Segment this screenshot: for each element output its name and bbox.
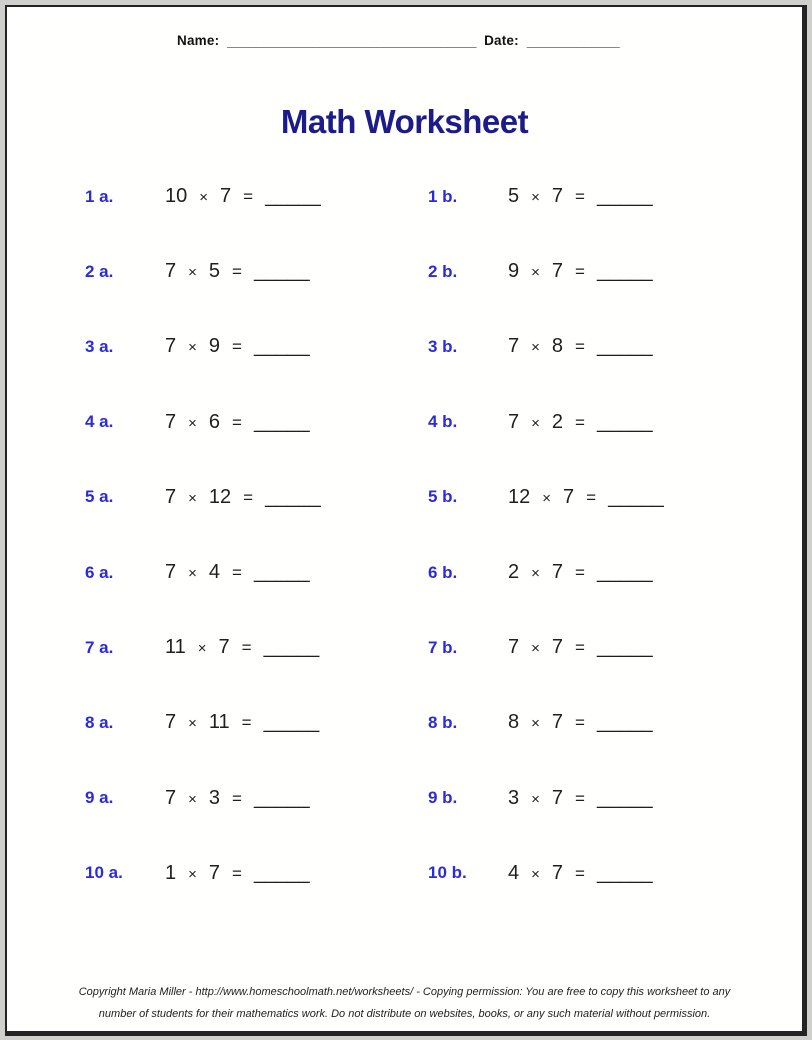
- multiplication-sign: ×: [531, 865, 540, 883]
- answer-blank: _____: [596, 861, 653, 884]
- problem-label: 4 b.: [428, 412, 458, 432]
- multiplication-sign: ×: [188, 339, 197, 357]
- equals-sign: =: [575, 563, 585, 583]
- operand-2: 7: [220, 185, 232, 208]
- problem-expression: [165, 335, 310, 358]
- operand-2: 5: [208, 260, 221, 283]
- operand-2: 7: [551, 861, 564, 884]
- problem-cell-a: [85, 185, 428, 208]
- answer-blank: _____: [596, 561, 653, 584]
- problem-label: 3 b.: [428, 336, 458, 356]
- problem-label: 8 a.: [85, 712, 114, 732]
- problem-expression: [508, 486, 664, 509]
- problem-label: 10 a.: [85, 863, 123, 883]
- problem-expression: [165, 561, 310, 584]
- answer-blank: _____: [253, 786, 310, 809]
- multiplication-sign: ×: [188, 790, 197, 808]
- problem-cell-b: [428, 862, 771, 885]
- multiplication-sign: ×: [531, 264, 540, 282]
- problem-expression: [508, 335, 653, 358]
- equals-sign: =: [586, 487, 597, 507]
- answer-blank: _____: [596, 636, 653, 659]
- problem-row: [85, 685, 802, 760]
- equals-sign: =: [232, 412, 242, 432]
- equals-sign: =: [575, 863, 585, 883]
- problem-expression: [508, 260, 653, 283]
- problem-cell-a: [85, 862, 428, 885]
- operand-1: 7: [165, 335, 177, 358]
- multiplication-sign: ×: [531, 189, 540, 207]
- problem-label: 2 b.: [428, 261, 458, 281]
- problem-label: 10 b.: [428, 863, 467, 883]
- problem-expression: [165, 411, 310, 434]
- problem-expression: [165, 711, 319, 734]
- operand-2: 7: [218, 636, 230, 659]
- operand-1: 7: [508, 335, 520, 358]
- operand-1: 10: [165, 185, 188, 208]
- problem-label: 5 a.: [85, 487, 114, 507]
- operand-2: 12: [208, 485, 232, 508]
- operand-1: 11: [165, 636, 186, 659]
- operand-1: 7: [508, 636, 520, 659]
- problem-row: [85, 460, 802, 535]
- multiplication-sign: ×: [531, 640, 540, 658]
- answer-blank: _____: [253, 861, 310, 884]
- problem-expression: [508, 411, 653, 434]
- answer-blank: _____: [253, 561, 310, 584]
- equals-sign: =: [575, 337, 585, 357]
- operand-1: 1: [165, 861, 177, 884]
- problem-cell-a: [85, 260, 428, 283]
- answer-blank: _____: [596, 335, 653, 358]
- equals-sign: =: [575, 713, 585, 733]
- operand-1: 7: [165, 410, 177, 433]
- problem-label: 8 b.: [428, 712, 458, 732]
- operand-2: 7: [551, 636, 564, 659]
- multiplication-sign: ×: [531, 339, 540, 357]
- problem-expression: [165, 486, 321, 509]
- operand-2: 7: [551, 786, 564, 809]
- problem-row: [85, 610, 802, 685]
- problem-row: [85, 234, 802, 309]
- problem-expression: [165, 636, 319, 659]
- problem-cell-b: [428, 260, 771, 283]
- problem-expression: [508, 185, 653, 208]
- problem-cell-a: [85, 787, 428, 810]
- multiplication-sign: ×: [531, 565, 540, 583]
- equals-sign: =: [575, 788, 585, 808]
- problems-grid: [85, 159, 802, 911]
- equals-sign: =: [575, 412, 585, 432]
- operand-1: 7: [165, 786, 177, 809]
- multiplication-sign: ×: [197, 640, 207, 658]
- problem-label: 6 a.: [85, 562, 114, 582]
- problem-cell-b: [428, 636, 771, 659]
- footer-line-2: number of students for their mathematics work. Do not distribute on websites, books, or any such material without permission.: [98, 1008, 711, 1020]
- operand-2: 2: [551, 410, 564, 433]
- operand-1: 7: [508, 410, 520, 433]
- equals-sign: =: [243, 187, 254, 207]
- operand-1: 4: [508, 861, 520, 884]
- problem-label: 3 a.: [85, 336, 114, 356]
- problem-label: 4 a.: [85, 412, 114, 432]
- problem-label: 7 a.: [85, 637, 114, 657]
- problem-expression: [508, 862, 653, 885]
- problem-label: 1 a.: [85, 186, 114, 206]
- problem-label: 6 b.: [428, 562, 458, 582]
- problem-row: [85, 535, 802, 610]
- problem-cell-a: [85, 561, 428, 584]
- answer-blank: _____: [253, 260, 310, 283]
- problem-cell-b: [428, 411, 771, 434]
- problem-row: [85, 309, 802, 384]
- operand-1: 7: [165, 260, 177, 283]
- operand-2: 7: [551, 711, 564, 734]
- problem-cell-b: [428, 561, 771, 584]
- equals-sign: =: [241, 638, 252, 658]
- operand-1: 5: [508, 185, 520, 208]
- multiplication-sign: ×: [188, 414, 197, 432]
- answer-blank: _____: [596, 786, 653, 809]
- problem-cell-a: [85, 636, 428, 659]
- equals-sign: =: [232, 262, 242, 282]
- problem-label: 9 b.: [428, 788, 458, 808]
- multiplication-sign: ×: [188, 715, 197, 733]
- problem-expression: [165, 185, 321, 208]
- equals-sign: =: [232, 337, 242, 357]
- problem-cell-a: [85, 711, 428, 734]
- problem-expression: [165, 862, 310, 885]
- equals-sign: =: [243, 487, 254, 507]
- problem-label: 1 b.: [428, 186, 458, 206]
- multiplication-sign: ×: [188, 865, 197, 883]
- operand-2: 7: [551, 185, 564, 208]
- operand-2: 11: [208, 711, 230, 734]
- answer-blank: _____: [253, 335, 310, 358]
- answer-blank: _____: [263, 636, 320, 659]
- operand-1: 3: [508, 786, 520, 809]
- problem-label: 5 b.: [428, 487, 458, 507]
- operand-2: 8: [551, 335, 564, 358]
- problem-row: [85, 159, 802, 234]
- equals-sign: =: [241, 713, 252, 733]
- problem-label: 9 a.: [85, 788, 114, 808]
- problem-cell-a: [85, 411, 428, 434]
- problem-cell-b: [428, 185, 771, 208]
- answer-blank: _____: [263, 711, 320, 734]
- problem-expression: [508, 636, 653, 659]
- multiplication-sign: ×: [199, 189, 209, 207]
- operand-2: 7: [563, 485, 575, 508]
- equals-sign: =: [575, 187, 585, 207]
- operand-2: 9: [208, 335, 221, 358]
- operand-1: 8: [508, 711, 520, 734]
- answer-blank: _____: [608, 485, 664, 508]
- problem-expression: [508, 561, 653, 584]
- answer-blank: _____: [596, 410, 653, 433]
- problem-expression: [508, 711, 653, 734]
- footer-copyright: [7, 981, 802, 1025]
- name-blank-line: ___________________________________: [227, 33, 477, 48]
- equals-sign: =: [232, 863, 242, 883]
- answer-blank: _____: [596, 260, 653, 283]
- problem-cell-b: [428, 486, 771, 509]
- problem-expression: [508, 787, 653, 810]
- problem-cell-a: [85, 335, 428, 358]
- date-blank-line: _____________: [526, 33, 620, 48]
- operand-1: 12: [508, 485, 531, 508]
- operand-2: 7: [551, 260, 564, 283]
- multiplication-sign: ×: [188, 489, 197, 507]
- multiplication-sign: ×: [542, 489, 552, 507]
- multiplication-sign: ×: [188, 264, 197, 282]
- operand-2: 7: [208, 861, 221, 884]
- answer-blank: _____: [253, 410, 310, 433]
- name-label: Name:: [177, 33, 220, 48]
- equals-sign: =: [575, 638, 585, 658]
- multiplication-sign: ×: [531, 715, 540, 733]
- multiplication-sign: ×: [188, 565, 197, 583]
- operand-1: 7: [165, 711, 177, 734]
- problem-label: 7 b.: [428, 637, 458, 657]
- header: [177, 33, 627, 48]
- operand-2: 7: [551, 561, 564, 584]
- date-label: Date:: [484, 33, 519, 48]
- answer-blank: _____: [596, 711, 653, 734]
- answer-blank: _____: [265, 485, 321, 508]
- problem-row: [85, 761, 802, 836]
- problem-cell-a: [85, 486, 428, 509]
- operand-2: 3: [208, 786, 221, 809]
- problem-cell-b: [428, 335, 771, 358]
- operand-1: 7: [165, 561, 177, 584]
- problem-cell-b: [428, 787, 771, 810]
- footer-line-1: Copyright Maria Miller - http://www.homeschoolmath.net/worksheets/ - Copying permission: You are free to copy this worksheet to any: [78, 986, 731, 998]
- operand-2: 6: [208, 410, 221, 433]
- worksheet-page: [5, 5, 807, 1036]
- answer-blank: _____: [265, 185, 321, 208]
- answer-blank: _____: [596, 185, 653, 208]
- multiplication-sign: ×: [531, 790, 540, 808]
- problem-row: [85, 385, 802, 460]
- problem-expression: [165, 787, 310, 810]
- multiplication-sign: ×: [531, 414, 540, 432]
- problem-expression: [165, 260, 310, 283]
- equals-sign: =: [232, 788, 242, 808]
- operand-2: 4: [208, 561, 221, 584]
- equals-sign: =: [575, 262, 585, 282]
- operand-1: 2: [508, 561, 520, 584]
- operand-1: 9: [508, 260, 520, 283]
- problem-row: [85, 836, 802, 911]
- problem-cell-b: [428, 711, 771, 734]
- operand-1: 7: [165, 485, 177, 508]
- problem-label: 2 a.: [85, 261, 114, 281]
- equals-sign: =: [232, 563, 242, 583]
- page-title: Math Worksheet: [280, 103, 529, 140]
